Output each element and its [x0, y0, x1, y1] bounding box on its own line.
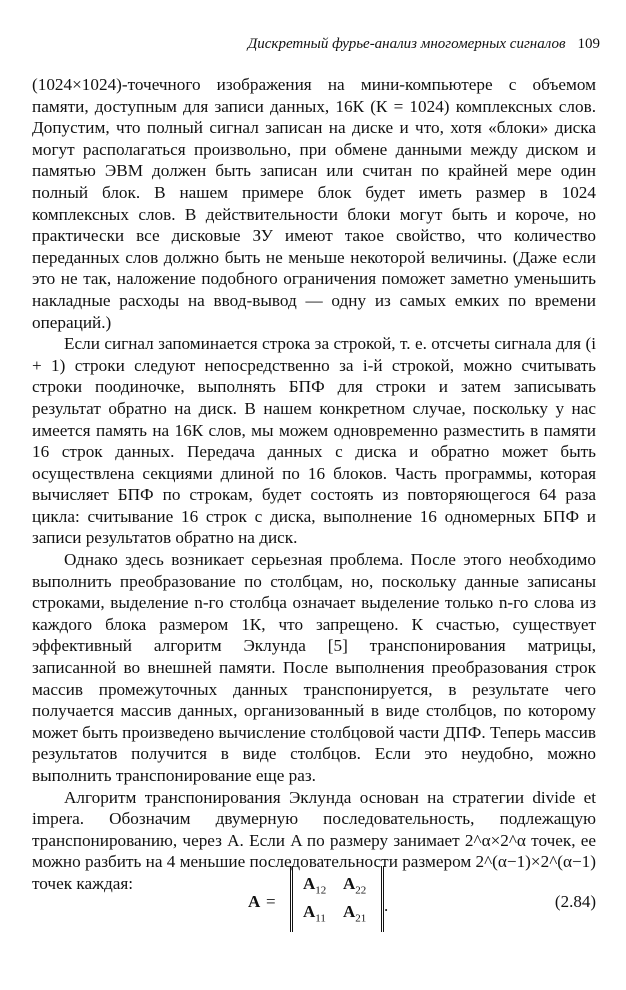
- body-text: [32, 74, 596, 895]
- formula-2-84: [32, 866, 596, 936]
- page-number: 109: [577, 36, 600, 52]
- matrix-cell-a22: $A_{22}$: [343, 874, 367, 897]
- formula-lhs: A: [248, 892, 261, 911]
- formula-equals-sign: =: [266, 892, 276, 911]
- equation-number: (2.84): [554, 892, 596, 911]
- formula-period: .: [384, 896, 389, 915]
- paragraph-3: Однако здесь возникает серьезная проблема. После этого необходимо выполнить преобразование по столбцам, но, поскольку данные записаны строками, выделение n-го столбца означает выделение только n-го слова из каждого блока размером 1К, что запрещено. К счастью, существует эффективный алгоритм Эклунда [5] транспонирования матрицы, записанной во внешней памяти. После выполнения преобразования строк массив промежуточных данных транспонируется, в результате чего получается массив данных, организованный в виде столбцов, по которому может быть произведено вычисление столбцовой части ДПФ. Теперь массив результатов получится в виде столбцов. Если это неудобно, можно выполнить транспонирование еще раз.: [32, 550, 596, 785]
- paragraph-1: (1024×1024)-точечного изображения на мини-компьютере с объемом памяти, доступным для записи данных, 16К (К = 1024) комплексных слов. Допустим, что полный сигнал записан на диске и что, хотя «блоки» диска могут располагаться произвольно, при обмене данными между диском и памятью ЭВМ должен быть записан или считан по крайней мере один полный блок. В нашем примере блок будет иметь размер в 1024 комплексных слов. В действительности блоки могут быть и короче, но практически все дисковые ЗУ имеют такое свойство, что количество переданных слов должно быть не меньше некоторой величины. (Даже если это не так, наложение подобного ограничения поможет заметно уменьшить накладные расходы на ввод-вывод — одну из самых емких по времени операций.): [32, 75, 596, 332]
- paragraph-2: Если сигнал запоминается строка за строкой, т. е. отсчеты сигнала для (i + 1) строки следуют непосредственно за i-й строкой, можно считывать строки поодиночке, выполнять БПФ для строки и затем записывать результат обратно на диск. В нашем конкретном случае, поскольку у нас имеется память на 16К слов, мы можем одновременно разместить в памяти 16 строк данных. Передача данных с диска и обратно может быть осуществлена секциями длиной по 16 блоков. Часть программы, которая вычисляет БПФ по строкам, будет состоять из повторяющегося 64 раза цикла: считывание 16 строк с диска, выполнение 16 одномерных БПФ и записи результатов обратно на диск.: [32, 334, 596, 548]
- running-header-title: Дискретный фурье-анализ многомерных сигналов: [247, 36, 566, 52]
- block-matrix: [290, 866, 384, 932]
- matrix-cell-a21: $A_{21}$: [343, 902, 367, 925]
- paragraph-4: Алгоритм транспонирования Эклунда основан на стратегии divide et impera. Обозначим двумерную последовательность, подлежащую транспонированию, через A. Если A по размеру занимает 2^α×2^α точек, ее можно разбить на 4 меньшие последовательности размером 2^(α−1)×2^(α−1) точек каждая:: [32, 787, 596, 893]
- matrix-cell-a12: $A_{12}$: [303, 874, 327, 897]
- matrix-cell-a11: $A_{11}$: [303, 902, 326, 925]
- running-header: [200, 36, 600, 53]
